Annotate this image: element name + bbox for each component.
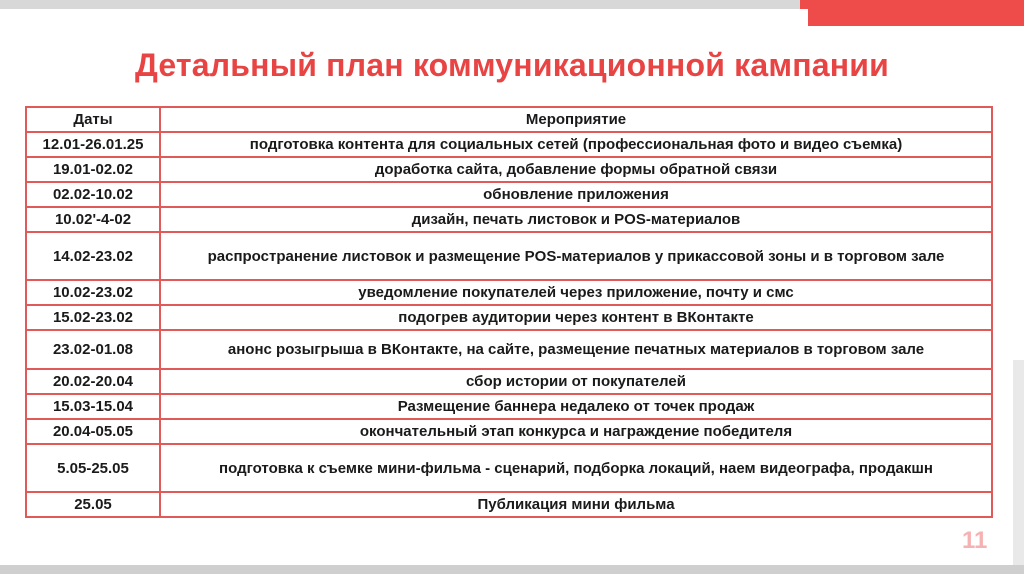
side-decor-stripe (1013, 360, 1024, 565)
table-row (26, 207, 992, 232)
row-date: 12.01-26.01.25 (26, 132, 160, 157)
row-event: уведомление покупателей через приложение, почту и смс (160, 280, 992, 305)
table-row (26, 280, 992, 305)
bottom-decor-stripe (0, 565, 1024, 574)
table-row (26, 305, 992, 330)
row-event: доработка сайта, добавление формы обратной связи (160, 157, 992, 182)
table-header-row (26, 107, 992, 132)
row-date: 15.02-23.02 (26, 305, 160, 330)
table-row (26, 394, 992, 419)
row-date: 20.02-20.04 (26, 369, 160, 394)
row-event: дизайн, печать листовок и POS-материалов (160, 207, 992, 232)
header-event: Мероприятие (160, 107, 992, 132)
row-date: 5.05-25.05 (26, 444, 160, 492)
table-row (26, 157, 992, 182)
row-date: 10.02'-4-02 (26, 207, 160, 232)
row-event: Публикация мини фильма (160, 492, 992, 517)
table-row (26, 330, 992, 369)
row-event: окончательный этап конкурса и награждение победителя (160, 419, 992, 444)
top-accent-block (808, 9, 1024, 26)
row-event: сбор истории от покупателей (160, 369, 992, 394)
page-number: 11 (962, 527, 988, 554)
row-event: Размещение баннера недалеко от точек продаж (160, 394, 992, 419)
table-row (26, 419, 992, 444)
row-date: 14.02-23.02 (26, 232, 160, 280)
table-row (26, 369, 992, 394)
table-row (26, 132, 992, 157)
row-date: 10.02-23.02 (26, 280, 160, 305)
page-title: Детальный план коммуникационной кампании (134, 47, 890, 83)
campaign-plan-table (25, 106, 993, 518)
top-accent-stripe (800, 0, 1024, 9)
row-event: анонс розыгрыша в ВКонтакте, на сайте, размещение печатных материалов в торговом зале (160, 330, 992, 369)
row-event: подогрев аудитории через контент в ВКонтакте (160, 305, 992, 330)
header-dates: Даты (26, 107, 160, 132)
row-date: 15.03-15.04 (26, 394, 160, 419)
row-date: 02.02-10.02 (26, 182, 160, 207)
row-event: обновление приложения (160, 182, 992, 207)
table-row (26, 182, 992, 207)
row-event: подготовка контента для социальных сетей (профессиональная фото и видео съемка) (160, 132, 992, 157)
row-date: 23.02-01.08 (26, 330, 160, 369)
top-decor-stripe (0, 0, 800, 9)
row-date: 19.01-02.02 (26, 157, 160, 182)
row-event: подготовка к съемке мини-фильма - сценарий, подборка локаций, наем видеографа, продакшн (160, 444, 992, 492)
row-date: 20.04-05.05 (26, 419, 160, 444)
row-event: распространение листовок и размещение POS-материалов у прикассовой зоны и в торговом зале (160, 232, 992, 280)
table-row (26, 492, 992, 517)
row-date: 25.05 (26, 492, 160, 517)
table-row (26, 444, 992, 492)
table-row (26, 232, 992, 280)
